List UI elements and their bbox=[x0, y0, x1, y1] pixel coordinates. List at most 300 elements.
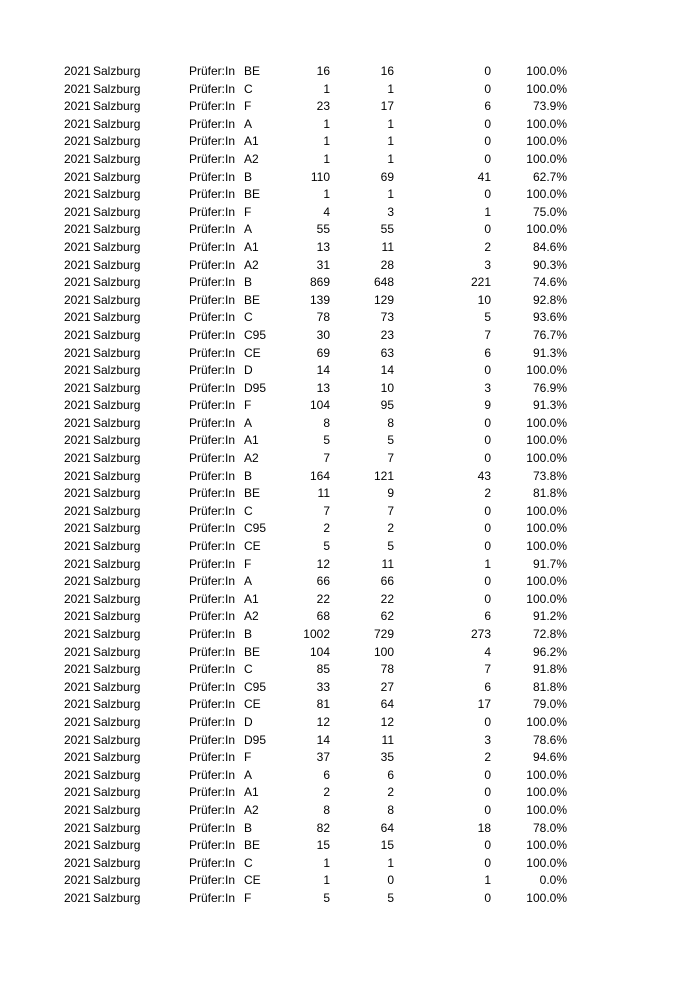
failed-cell: 43 bbox=[477, 468, 491, 483]
location-cell: Salzburg bbox=[93, 486, 141, 501]
passed-cell: 62 bbox=[380, 609, 394, 624]
role-cell: Prüfer:In bbox=[189, 151, 236, 166]
failed-cell: 0 bbox=[484, 64, 491, 78]
licence-class-cell: D95 bbox=[244, 732, 267, 747]
failed-cell: 221 bbox=[470, 275, 491, 290]
role-cell: Prüfer:In bbox=[189, 679, 236, 694]
table-row bbox=[0, 450, 700, 468]
passed-cell: 2 bbox=[387, 521, 394, 536]
pass-rate-cell: 81.8% bbox=[532, 486, 567, 501]
total-cell: 1002 bbox=[303, 627, 330, 641]
total-cell: 37 bbox=[316, 750, 330, 765]
pass-rate-cell: 91.3% bbox=[532, 398, 567, 413]
passed-cell: 66 bbox=[380, 574, 394, 589]
failed-cell: 0 bbox=[484, 521, 491, 536]
licence-class-cell: BE bbox=[244, 292, 261, 307]
location-cell: Salzburg bbox=[93, 222, 141, 237]
licence-class-cell: A2 bbox=[244, 802, 259, 817]
table-row bbox=[0, 714, 700, 732]
licence-class-cell: F bbox=[244, 204, 252, 219]
year-cell: 2021 bbox=[64, 275, 91, 290]
passed-cell: 100 bbox=[373, 644, 394, 659]
location-cell: Salzburg bbox=[93, 239, 141, 254]
role-cell: Prüfer:In bbox=[189, 257, 236, 272]
passed-cell: 1 bbox=[387, 134, 394, 149]
passed-cell: 10 bbox=[380, 380, 394, 395]
role-cell: Prüfer:In bbox=[189, 714, 236, 729]
year-cell: 2021 bbox=[64, 415, 91, 430]
table-row bbox=[0, 520, 700, 538]
failed-cell: 0 bbox=[484, 81, 491, 96]
pass-rate-cell: 91.2% bbox=[532, 609, 567, 624]
pass-rate-cell: 78.6% bbox=[532, 732, 567, 747]
table-row bbox=[0, 221, 700, 239]
location-cell: Salzburg bbox=[93, 292, 141, 307]
pass-rate-cell: 100.0% bbox=[526, 539, 567, 554]
year-cell: 2021 bbox=[64, 697, 91, 712]
licence-class-cell: BE bbox=[244, 64, 261, 78]
table-row bbox=[0, 274, 700, 292]
location-cell: Salzburg bbox=[93, 415, 141, 430]
role-cell: Prüfer:In bbox=[189, 627, 236, 641]
year-cell: 2021 bbox=[64, 64, 91, 78]
pass-rate-cell: 100.0% bbox=[526, 574, 567, 589]
passed-cell: 7 bbox=[387, 503, 394, 518]
passed-cell: 2 bbox=[387, 785, 394, 800]
year-cell: 2021 bbox=[64, 327, 91, 342]
failed-cell: 0 bbox=[484, 785, 491, 800]
location-cell: Salzburg bbox=[93, 327, 141, 342]
total-cell: 1 bbox=[323, 81, 330, 96]
pass-rate-cell: 100.0% bbox=[526, 802, 567, 817]
location-cell: Salzburg bbox=[93, 363, 141, 378]
year-cell: 2021 bbox=[64, 873, 91, 888]
total-cell: 13 bbox=[316, 380, 330, 395]
passed-cell: 95 bbox=[380, 398, 394, 413]
licence-class-cell: A1 bbox=[244, 239, 259, 254]
role-cell: Prüfer:In bbox=[189, 292, 236, 307]
total-cell: 1 bbox=[323, 134, 330, 149]
licence-class-cell: A2 bbox=[244, 257, 259, 272]
table-row bbox=[0, 362, 700, 380]
location-cell: Salzburg bbox=[93, 873, 141, 888]
pass-rate-cell: 94.6% bbox=[532, 750, 567, 765]
total-cell: 7 bbox=[323, 451, 330, 466]
failed-cell: 0 bbox=[484, 539, 491, 554]
total-cell: 5 bbox=[323, 433, 330, 448]
licence-class-cell: C bbox=[244, 310, 253, 325]
year-cell: 2021 bbox=[64, 609, 91, 624]
licence-class-cell: C bbox=[244, 662, 253, 677]
table-row bbox=[0, 872, 700, 890]
licence-class-cell: A1 bbox=[244, 134, 259, 149]
total-cell: 30 bbox=[316, 327, 330, 342]
failed-cell: 6 bbox=[484, 99, 491, 114]
passed-cell: 1 bbox=[387, 81, 394, 96]
location-cell: Salzburg bbox=[93, 890, 141, 905]
year-cell: 2021 bbox=[64, 732, 91, 747]
pass-rate-cell: 100.0% bbox=[526, 81, 567, 96]
total-cell: 33 bbox=[316, 679, 330, 694]
total-cell: 7 bbox=[323, 503, 330, 518]
failed-cell: 0 bbox=[484, 855, 491, 870]
failed-cell: 18 bbox=[477, 820, 491, 835]
location-cell: Salzburg bbox=[93, 451, 141, 466]
licence-class-cell: B bbox=[244, 820, 253, 835]
total-cell: 1 bbox=[323, 873, 330, 888]
pass-rate-cell: 91.7% bbox=[532, 556, 567, 571]
passed-cell: 9 bbox=[387, 486, 394, 501]
passed-cell: 1 bbox=[387, 116, 394, 131]
passed-cell: 729 bbox=[373, 627, 394, 641]
pass-rate-cell: 76.7% bbox=[532, 327, 567, 342]
total-cell: 12 bbox=[316, 556, 330, 571]
role-cell: Prüfer:In bbox=[189, 239, 236, 254]
location-cell: Salzburg bbox=[93, 433, 141, 448]
year-cell: 2021 bbox=[64, 750, 91, 765]
licence-class-cell: B bbox=[244, 468, 253, 483]
total-cell: 55 bbox=[316, 222, 330, 237]
total-cell: 15 bbox=[316, 838, 330, 853]
licence-class-cell: A1 bbox=[244, 433, 259, 448]
location-cell: Salzburg bbox=[93, 838, 141, 853]
licence-class-cell: F bbox=[244, 556, 252, 571]
total-cell: 869 bbox=[309, 275, 330, 290]
location-cell: Salzburg bbox=[93, 609, 141, 624]
failed-cell: 2 bbox=[484, 239, 491, 254]
failed-cell: 0 bbox=[484, 433, 491, 448]
failed-cell: 3 bbox=[484, 732, 491, 747]
table-row bbox=[0, 204, 700, 222]
licence-class-cell: A2 bbox=[244, 609, 259, 624]
total-cell: 78 bbox=[316, 310, 330, 325]
total-cell: 4 bbox=[323, 204, 330, 219]
failed-cell: 273 bbox=[470, 627, 491, 641]
location-cell: Salzburg bbox=[93, 539, 141, 554]
year-cell: 2021 bbox=[64, 310, 91, 325]
table-row bbox=[0, 679, 700, 697]
location-cell: Salzburg bbox=[93, 99, 141, 114]
licence-class-cell: A1 bbox=[244, 591, 259, 606]
licence-class-cell: F bbox=[244, 398, 252, 413]
failed-cell: 6 bbox=[484, 345, 491, 360]
failed-cell: 0 bbox=[484, 767, 491, 782]
failed-cell: 17 bbox=[477, 697, 491, 712]
licence-class-cell: A bbox=[244, 574, 253, 589]
pass-rate-cell: 75.0% bbox=[532, 204, 567, 219]
pass-rate-cell: 100.0% bbox=[526, 134, 567, 149]
location-cell: Salzburg bbox=[93, 345, 141, 360]
failed-cell: 41 bbox=[477, 169, 491, 184]
passed-cell: 11 bbox=[381, 556, 394, 571]
passed-cell: 17 bbox=[380, 99, 394, 114]
pass-rate-cell: 100.0% bbox=[526, 415, 567, 430]
pass-rate-cell: 84.6% bbox=[532, 239, 567, 254]
table-row bbox=[0, 309, 700, 327]
failed-cell: 4 bbox=[484, 644, 491, 659]
pass-rate-cell: 62.7% bbox=[532, 169, 567, 184]
table-row bbox=[0, 626, 700, 644]
total-cell: 8 bbox=[323, 415, 330, 430]
passed-cell: 55 bbox=[380, 222, 394, 237]
table-row bbox=[0, 538, 700, 556]
table-row bbox=[0, 749, 700, 767]
licence-class-cell: CE bbox=[244, 539, 261, 554]
role-cell: Prüfer:In bbox=[189, 662, 236, 677]
table-row bbox=[0, 432, 700, 450]
passed-cell: 129 bbox=[373, 292, 394, 307]
location-cell: Salzburg bbox=[93, 521, 141, 536]
passed-cell: 5 bbox=[387, 890, 394, 905]
passed-cell: 63 bbox=[380, 345, 394, 360]
licence-class-cell: D bbox=[244, 363, 253, 378]
year-cell: 2021 bbox=[64, 99, 91, 114]
failed-cell: 0 bbox=[484, 574, 491, 589]
failed-cell: 0 bbox=[484, 134, 491, 149]
total-cell: 69 bbox=[316, 345, 330, 360]
year-cell: 2021 bbox=[64, 345, 91, 360]
year-cell: 2021 bbox=[64, 662, 91, 677]
location-cell: Salzburg bbox=[93, 398, 141, 413]
location-cell: Salzburg bbox=[93, 134, 141, 149]
role-cell: Prüfer:In bbox=[189, 890, 236, 905]
table-row bbox=[0, 327, 700, 345]
role-cell: Prüfer:In bbox=[189, 591, 236, 606]
licence-class-cell: B bbox=[244, 275, 253, 290]
failed-cell: 7 bbox=[484, 327, 491, 342]
location-cell: Salzburg bbox=[93, 591, 141, 606]
role-cell: Prüfer:In bbox=[189, 838, 236, 853]
passed-cell: 28 bbox=[380, 257, 394, 272]
role-cell: Prüfer:In bbox=[189, 802, 236, 817]
location-cell: Salzburg bbox=[93, 627, 141, 641]
total-cell: 1 bbox=[323, 151, 330, 166]
table-row bbox=[0, 855, 700, 873]
total-cell: 13 bbox=[316, 239, 330, 254]
licence-class-cell: A bbox=[244, 415, 253, 430]
total-cell: 23 bbox=[316, 99, 330, 114]
year-cell: 2021 bbox=[64, 169, 91, 184]
table-row bbox=[0, 802, 700, 820]
table-row bbox=[0, 151, 700, 169]
role-cell: Prüfer:In bbox=[189, 521, 236, 536]
passed-cell: 69 bbox=[380, 169, 394, 184]
pass-rate-cell: 100.0% bbox=[526, 767, 567, 782]
pass-rate-cell: 93.6% bbox=[532, 310, 567, 325]
pass-rate-cell: 91.8% bbox=[532, 662, 567, 677]
year-cell: 2021 bbox=[64, 644, 91, 659]
passed-cell: 22 bbox=[380, 591, 394, 606]
total-cell: 5 bbox=[323, 890, 330, 905]
location-cell: Salzburg bbox=[93, 310, 141, 325]
licence-class-cell: C bbox=[244, 81, 253, 96]
year-cell: 2021 bbox=[64, 855, 91, 870]
passed-cell: 1 bbox=[387, 151, 394, 166]
year-cell: 2021 bbox=[64, 292, 91, 307]
failed-cell: 0 bbox=[484, 802, 491, 817]
pass-rate-cell: 100.0% bbox=[526, 591, 567, 606]
role-cell: Prüfer:In bbox=[189, 398, 236, 413]
licence-class-cell: A1 bbox=[244, 785, 259, 800]
year-cell: 2021 bbox=[64, 222, 91, 237]
location-cell: Salzburg bbox=[93, 151, 141, 166]
passed-cell: 0 bbox=[387, 873, 394, 888]
licence-class-cell: B bbox=[244, 627, 253, 641]
pass-rate-cell: 72.8% bbox=[532, 627, 567, 641]
role-cell: Prüfer:In bbox=[189, 99, 236, 114]
passed-cell: 64 bbox=[380, 697, 394, 712]
failed-cell: 0 bbox=[484, 116, 491, 131]
licence-class-cell: A bbox=[244, 116, 253, 131]
total-cell: 66 bbox=[316, 574, 330, 589]
passed-cell: 6 bbox=[387, 767, 394, 782]
licence-class-cell: CE bbox=[244, 345, 261, 360]
pass-rate-cell: 100.0% bbox=[526, 433, 567, 448]
pass-rate-cell: 76.9% bbox=[532, 380, 567, 395]
role-cell: Prüfer:In bbox=[189, 732, 236, 747]
role-cell: Prüfer:In bbox=[189, 380, 236, 395]
licence-class-cell: F bbox=[244, 890, 252, 905]
total-cell: 12 bbox=[316, 714, 330, 729]
passed-cell: 1 bbox=[387, 855, 394, 870]
total-cell: 68 bbox=[316, 609, 330, 624]
role-cell: Prüfer:In bbox=[189, 64, 236, 78]
role-cell: Prüfer:In bbox=[189, 820, 236, 835]
table-row bbox=[0, 890, 700, 908]
year-cell: 2021 bbox=[64, 556, 91, 571]
licence-class-cell: C bbox=[244, 855, 253, 870]
location-cell: Salzburg bbox=[93, 257, 141, 272]
passed-cell: 11 bbox=[381, 239, 394, 254]
pass-rate-cell: 73.8% bbox=[532, 468, 567, 483]
passed-cell: 5 bbox=[387, 539, 394, 554]
failed-cell: 0 bbox=[484, 503, 491, 518]
year-cell: 2021 bbox=[64, 521, 91, 536]
location-cell: Salzburg bbox=[93, 767, 141, 782]
failed-cell: 3 bbox=[484, 257, 491, 272]
table-row bbox=[0, 63, 700, 81]
role-cell: Prüfer:In bbox=[189, 556, 236, 571]
passed-cell: 7 bbox=[387, 451, 394, 466]
pass-rate-cell: 92.8% bbox=[532, 292, 567, 307]
year-cell: 2021 bbox=[64, 433, 91, 448]
total-cell: 8 bbox=[323, 802, 330, 817]
role-cell: Prüfer:In bbox=[189, 310, 236, 325]
role-cell: Prüfer:In bbox=[189, 275, 236, 290]
year-cell: 2021 bbox=[64, 574, 91, 589]
total-cell: 5 bbox=[323, 539, 330, 554]
total-cell: 1 bbox=[323, 116, 330, 131]
location-cell: Salzburg bbox=[93, 204, 141, 219]
table-row bbox=[0, 415, 700, 433]
passed-cell: 35 bbox=[380, 750, 394, 765]
table-row bbox=[0, 503, 700, 521]
table-row bbox=[0, 644, 700, 662]
passed-cell: 121 bbox=[373, 468, 394, 483]
failed-cell: 6 bbox=[484, 609, 491, 624]
role-cell: Prüfer:In bbox=[189, 204, 236, 219]
passed-cell: 5 bbox=[387, 433, 394, 448]
licence-class-cell: BE bbox=[244, 644, 261, 659]
pass-rate-cell: 100.0% bbox=[526, 503, 567, 518]
location-cell: Salzburg bbox=[93, 785, 141, 800]
failed-cell: 0 bbox=[484, 363, 491, 378]
total-cell: 11 bbox=[317, 486, 330, 501]
passed-cell: 8 bbox=[387, 415, 394, 430]
role-cell: Prüfer:In bbox=[189, 468, 236, 483]
failed-cell: 0 bbox=[484, 222, 491, 237]
year-cell: 2021 bbox=[64, 204, 91, 219]
role-cell: Prüfer:In bbox=[189, 451, 236, 466]
passed-cell: 15 bbox=[380, 838, 394, 853]
licence-class-cell: A bbox=[244, 222, 253, 237]
year-cell: 2021 bbox=[64, 503, 91, 518]
role-cell: Prüfer:In bbox=[189, 503, 236, 518]
total-cell: 81 bbox=[316, 697, 330, 712]
role-cell: Prüfer:In bbox=[189, 697, 236, 712]
passed-cell: 23 bbox=[380, 327, 394, 342]
year-cell: 2021 bbox=[64, 767, 91, 782]
table-row bbox=[0, 661, 700, 679]
role-cell: Prüfer:In bbox=[189, 345, 236, 360]
table-row bbox=[0, 186, 700, 204]
licence-class-cell: B bbox=[244, 169, 253, 184]
failed-cell: 10 bbox=[477, 292, 491, 307]
table-row bbox=[0, 468, 700, 486]
year-cell: 2021 bbox=[64, 591, 91, 606]
location-cell: Salzburg bbox=[93, 468, 141, 483]
total-cell: 164 bbox=[309, 468, 330, 483]
failed-cell: 0 bbox=[484, 714, 491, 729]
failed-cell: 0 bbox=[484, 415, 491, 430]
total-cell: 110 bbox=[310, 169, 330, 184]
pass-rate-cell: 100.0% bbox=[526, 521, 567, 536]
year-cell: 2021 bbox=[64, 257, 91, 272]
location-cell: Salzburg bbox=[93, 662, 141, 677]
year-cell: 2021 bbox=[64, 714, 91, 729]
pass-rate-cell: 90.3% bbox=[532, 257, 567, 272]
role-cell: Prüfer:In bbox=[189, 609, 236, 624]
location-cell: Salzburg bbox=[93, 679, 141, 694]
failed-cell: 7 bbox=[484, 662, 491, 677]
pass-rate-cell: 100.0% bbox=[526, 151, 567, 166]
year-cell: 2021 bbox=[64, 380, 91, 395]
table-row bbox=[0, 380, 700, 398]
table-row bbox=[0, 116, 700, 134]
year-cell: 2021 bbox=[64, 802, 91, 817]
role-cell: Prüfer:In bbox=[189, 855, 236, 870]
total-cell: 104 bbox=[309, 398, 330, 413]
table-row bbox=[0, 732, 700, 750]
year-cell: 2021 bbox=[64, 116, 91, 131]
failed-cell: 2 bbox=[484, 750, 491, 765]
licence-class-cell: C bbox=[244, 503, 253, 518]
pass-rate-cell: 0.0% bbox=[539, 873, 567, 888]
year-cell: 2021 bbox=[64, 820, 91, 835]
licence-class-cell: C95 bbox=[244, 327, 267, 342]
location-cell: Salzburg bbox=[93, 380, 141, 395]
role-cell: Prüfer:In bbox=[189, 222, 236, 237]
role-cell: Prüfer:In bbox=[189, 81, 236, 96]
location-cell: Salzburg bbox=[93, 187, 141, 202]
licence-class-cell: D bbox=[244, 714, 253, 729]
table-row bbox=[0, 556, 700, 574]
year-cell: 2021 bbox=[64, 398, 91, 413]
location-cell: Salzburg bbox=[93, 556, 141, 571]
licence-class-cell: D95 bbox=[244, 380, 267, 395]
pass-rate-cell: 73.9% bbox=[532, 99, 567, 114]
location-cell: Salzburg bbox=[93, 169, 141, 184]
